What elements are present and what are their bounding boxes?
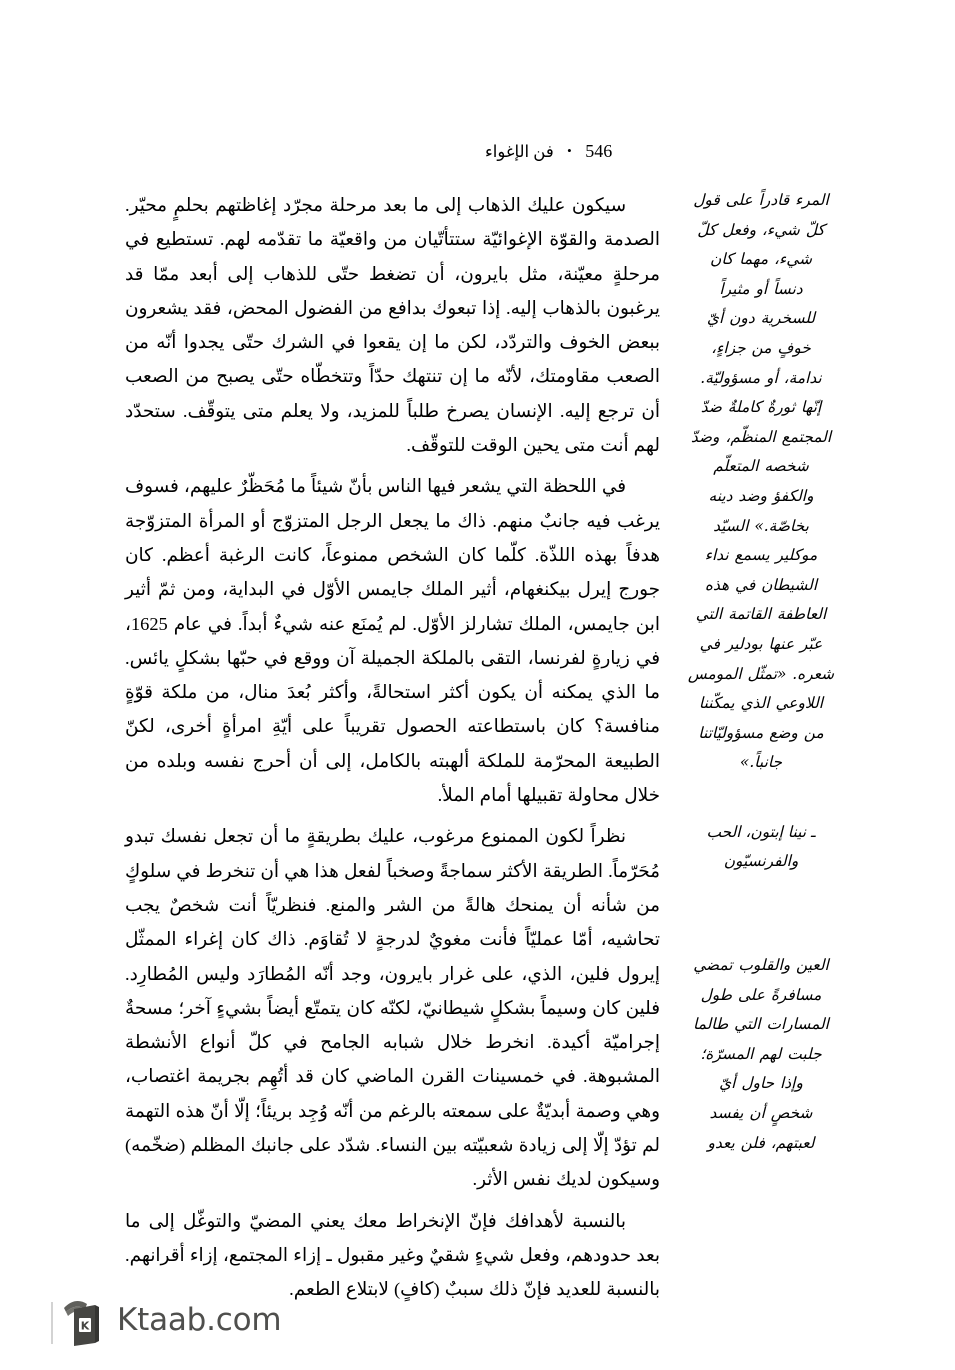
quote-line: العاطفة القاتمة التي [695,605,827,624]
margin-notes-column [675,186,847,1158]
quote-line: عبّر عنها بودلير في [699,634,823,653]
quote-line: شخصٍ أن يفسد [709,1104,813,1123]
quote-line: للسخرية دون أيّ [706,309,816,328]
margin-quote-2 [675,951,847,1158]
quote-line: شيء، مهما كان [710,250,812,269]
quote-line: المجتمع المنظّم، وضدّ [690,427,832,446]
quote-line: ندامة، أو مسؤوليّة. [700,368,822,387]
quote-line: جانباً.» [739,753,783,772]
watermark-site-name: Ktaab.com [117,1302,282,1338]
running-head [485,141,845,163]
quote-line: الشيطان في هذه [704,575,818,594]
quote-line: شعره. «تمثّل المومس [687,664,835,683]
attribution-line: والفرنسيّون [723,852,799,871]
quote-line: كلّ شيء، وفعل كلّ [697,220,825,239]
quote-line: دنساً أو مثيراً [719,279,803,298]
quote-line: جلبت لهم المسرّة؛ [700,1044,822,1063]
open-book-icon [62,1296,108,1348]
attribution-line: ـ نينا إبتون، الحب [706,822,816,841]
quote-line: والكفؤ وضد دينه [708,486,814,505]
quote-line: خوفٍ من جزاءٍ، [711,338,811,357]
quote-line: وإذا حاول أيّ [719,1074,803,1093]
page-number: 546 [585,141,613,161]
margin-quote-spacer [675,877,847,951]
quote-line: مسافرةً على طول [700,985,822,1004]
book-title: فن الإغواء [485,142,554,161]
quote-line: إنّها ثورةٌ كاملةٌ ضدّ [700,398,822,417]
running-head-separator: • [567,143,572,158]
quote-line: المسارات التي طالما [693,1015,829,1034]
quote-line: موكلير يسمع نداء [704,546,818,565]
quote-line: من وضع مسؤوليّاتنا [698,723,824,742]
margin-quote-1 [675,186,847,778]
body-paragraph: نظراً لكون الممنوع مرغوب، عليك بطريقةٍ ما أن تجعل نفسك تبدو مُحَرّماً. الطريقة الأكثر سماجةً وصخباً لفعل هذا هي أن تنخرط في سلوكٍ من شأنه أن يمنحك هالةً من الشر والمنع. فنظريّاً أنت شخصٌ يجب تحاشيه، أمّا عمليّاً فأنت مغويٌ لدرجةٍ لا تُقاوَم. ذاك كان إغراء الممثّل إيرول فلين، الذي، على غرار بايرون، وجد أنّه المُطارَد وليس المُطارِد. فلين كان وسيماً بشكلٍ شيطانيّ، لكنّه كان يتمتّع أيضاً بشيءٍ آخر؛ مسحةٌ إجراميّة أكيدة. انخرط خلال شبابه الجامح في كلّ أنواع الأنشطة المشبوهة. في خمسينات القرن الماضي كان قد أتُهِم بجريمة اغتصاب، وهي وصمة أبديّةٌ على سمعته بالرغم من أنّه وُجِد بريئاً؛ إلّا أنّ هذه التهمة لم تؤدّ إلّا إلى زيادة شعبيّته بين النساء. شدّد على جانبك المظلم (ضخّمه) وسيكون لديك نفس الأثر. [125,826,660,1190]
site-watermark [62,1296,281,1348]
watermark-divider [51,1302,53,1344]
body-paragraph: سيكون عليك الذهاب إلى ما بعد مرحلة مجرّد إغاظتهم بحلمٍ محيّر. الصدمة والقوّة الإغوائيّة ستتأتّيان من واقعيّة ما تقدّمه لهم. تستطيع في مرحلةٍ معيّنة، مثل بايرون، أن تضغط حتّى للذهاب إلى أبعد ممّا قد يرغبون بالذهاب إليه. إذا تبعوك بدافع من الفضول المحض، فقد يشعرون ببعض الخوف والتردّد، لكن ما إن يقعوا في الشرك حتّى يجدوا أنّه من الصعب مقاومتك، لأنّه ما إن تنتهك حدّاً وتتخطّاه حتّى يصبح من الصعب أن ترجع إليه. الإنسان يصرخ طلباً للمزيد، ولا يعلم متى يتوقّف. ستحدّد لهم أنت متى يحين الوقت للتوقّف. [125,195,660,456]
quote-line: العين والقلوب تمضي [693,956,829,975]
body-text-column [125,188,660,1307]
quote-line: بخاصّة.» السيّد [713,516,809,535]
body-paragraph: بالنسبة لأهدافك فإنّ الإنخراط معك يعني المضيّ والتوغّل إلى ما بعد حدودهم، وفعل شيءٍ شقيٌ وغير مقبول ـ إزاء المجتمع، إزاء أقرانهم. بالنسبة للعديد فإنّ ذلك سببٌ (كافٍ) لابتلاع الطعم. [125,1210,660,1300]
svg-text:K: K [80,1319,90,1333]
quote-line: لعبتهم، فلن يعدو [707,1133,815,1152]
margin-quote-1-attribution [675,818,847,877]
quote-line: اللاوعي الذي يمكّننا [698,694,824,713]
quote-line: شخصه المتعلّم [713,457,809,476]
body-paragraph: في اللحظة التي يشعر فيها الناس بأنّ شيئاً ما مُحَظّرٌ عليهم، فسوف يرغب فيه جانبٌ منهم. ذاك ما يجعل الرجل المتزوّج أو المرأة المتزوّجة هدفاً بهذه اللذّة. كلّما كان الشخص ممنوعاً، كانت الرغبة أعظم. كان جورج إيرل بيكنغهام، أثير الملك جايمس الأوّل في البداية، ومن ثمّ أثير ابن جايمس، الملك تشارلز الأوّل. لم يُمنَع عنه شيءٌ أبداً. في عام 1625، في زيارةٍ لفرنسا، التقى بالملكة الجميلة آن ووقع في حبّها بشكلٍ يائس. ما الذي يمكنه أن يكون أكثر استحالةً، وأكثر بُعدَ منال، من ملكة قوّةٍ منافسة؟ كان باستطاعته الحصول تقريباً على أيّةِ امرأةٍ أخرى، لكنّ الطبيعة المحرّمة للملكة ألهبته بالكامل، إلى أن أحرج نفسه وبلده من خلال محاولة تقبيلها أمام الملأ. [125,476,660,806]
quote-line: المرء قادراً على قول [693,191,829,209]
